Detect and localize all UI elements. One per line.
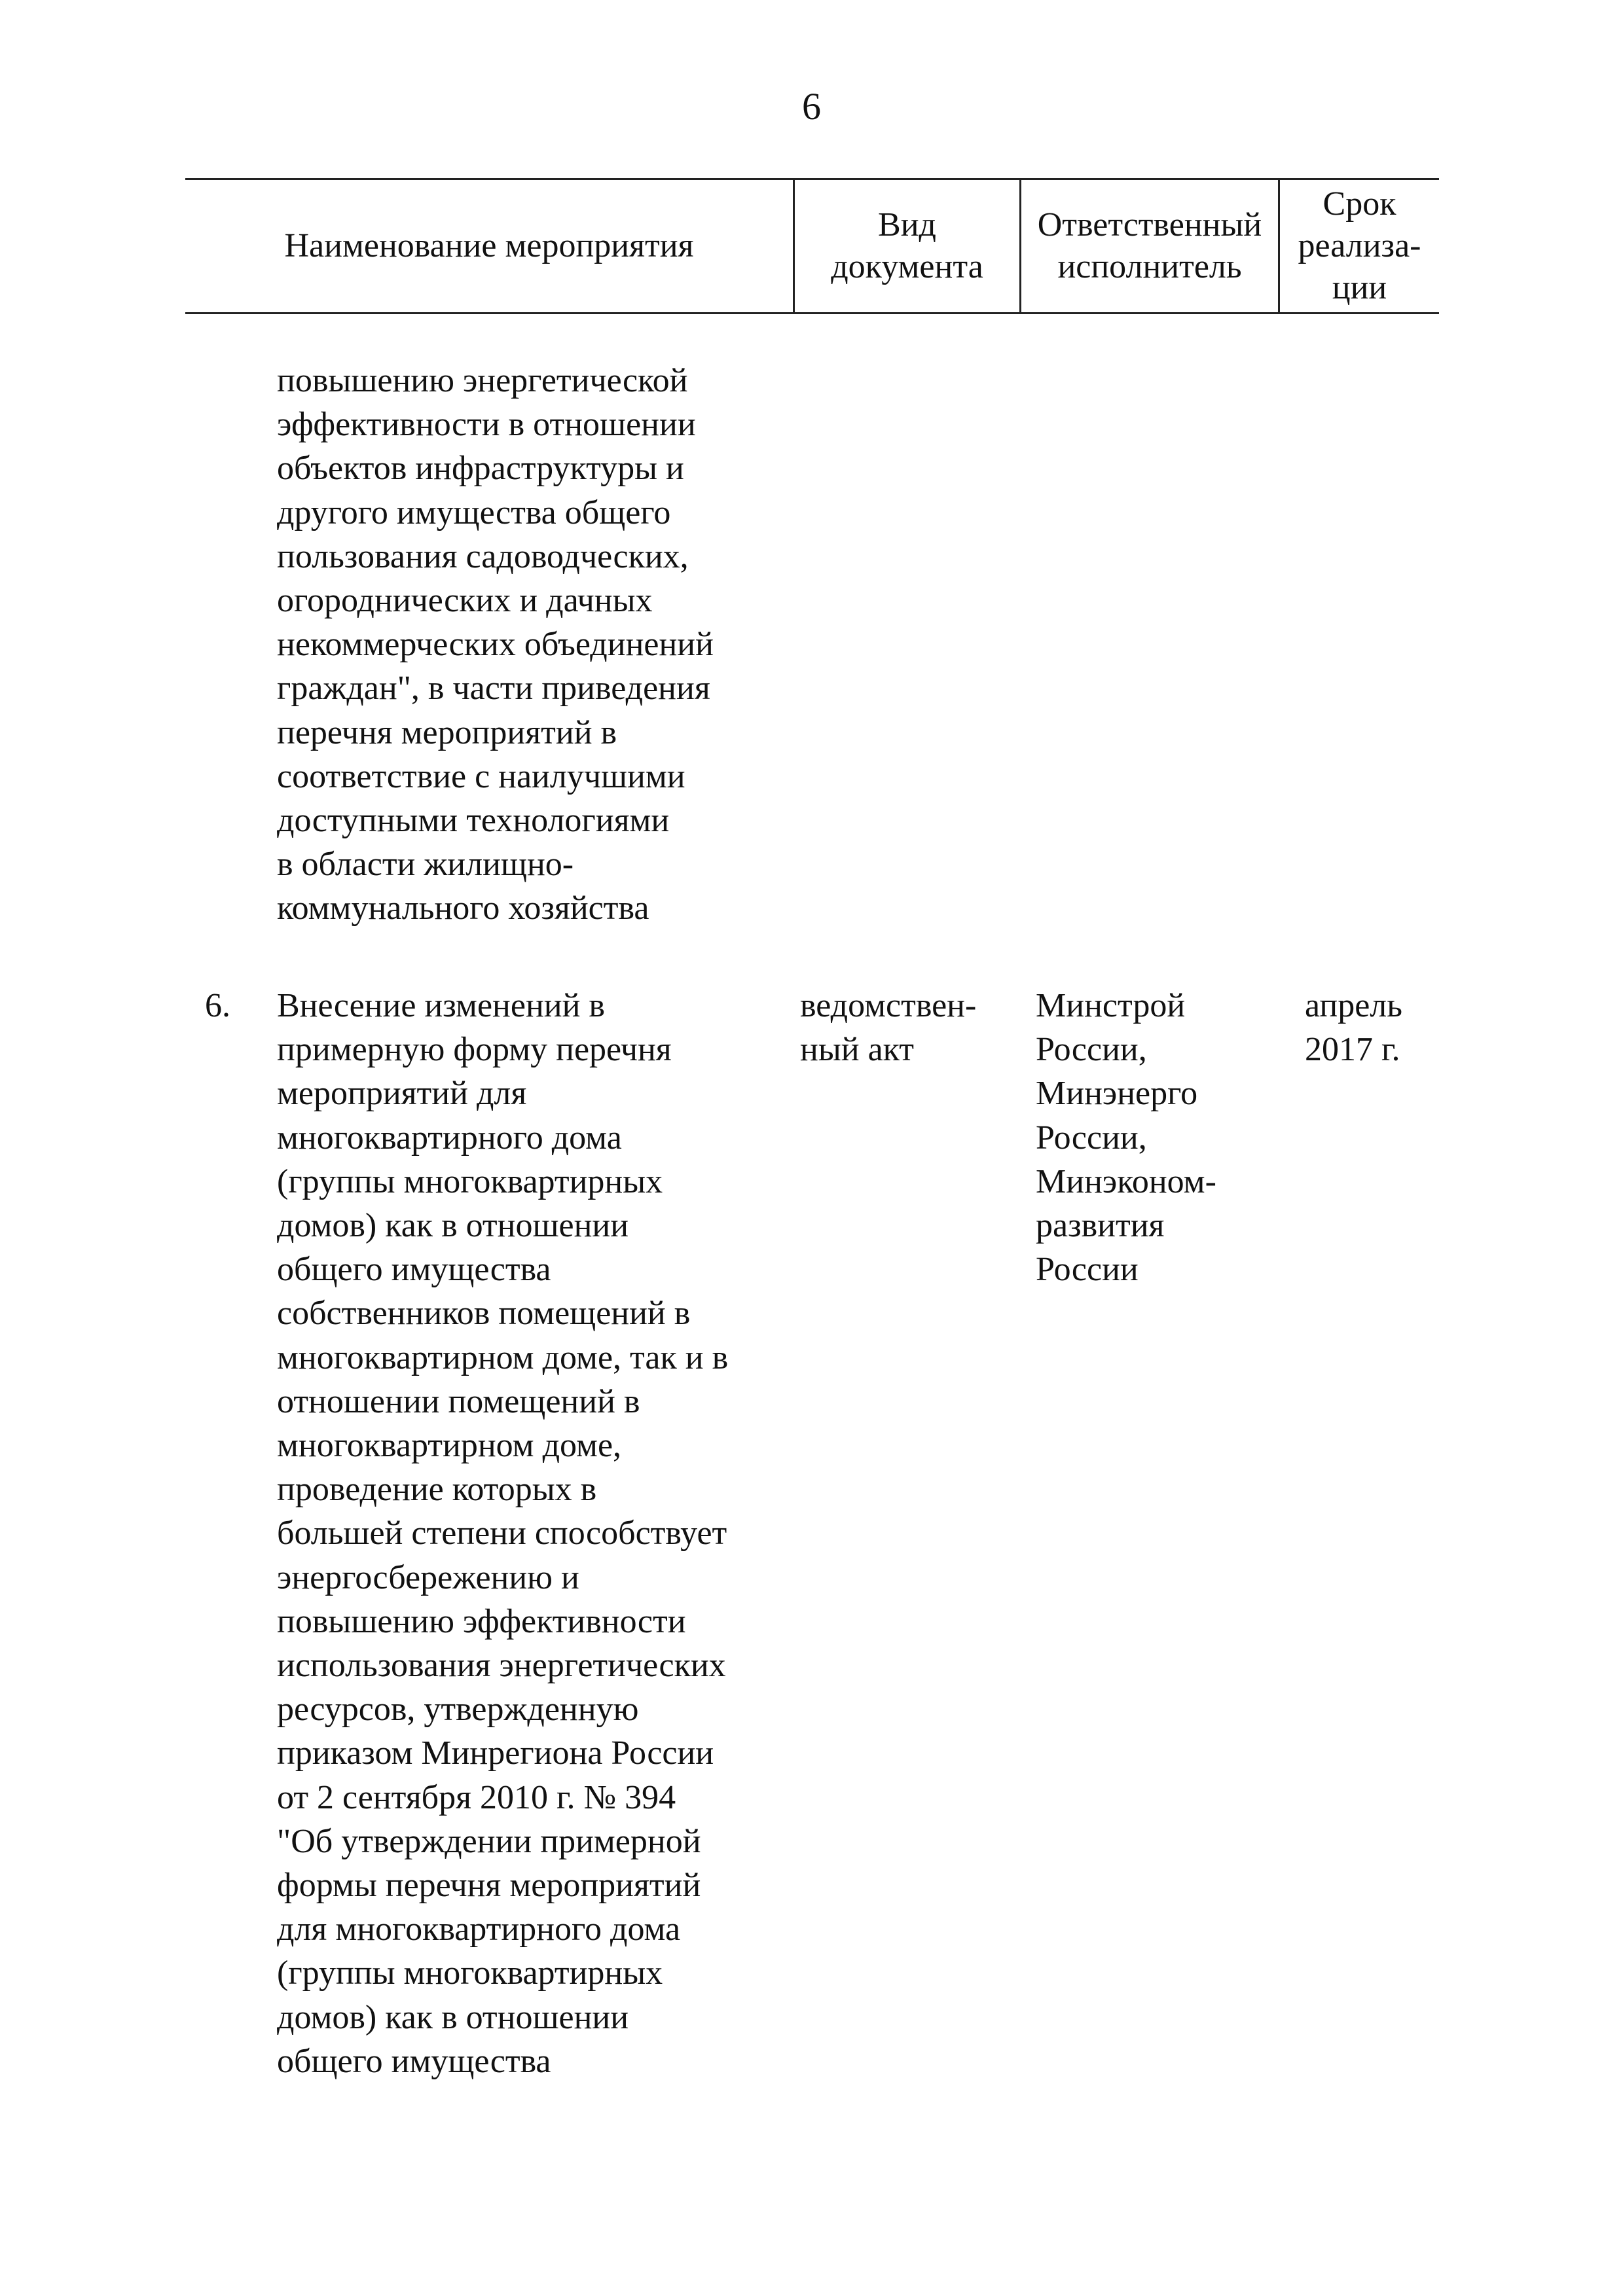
page-number: 6 xyxy=(802,85,821,128)
table-header xyxy=(185,178,1439,314)
continued-event-text: повышению энергетической эффективности в отношении объектов инфраструктуры и другого имущества общего пользования садоводческих, огороднических и дачных некоммерческих объединений граждан", в части приведения перечня мероприятий в соответствие с наилучшими доступными технологиями в области жилищно- коммунального хозяйства xyxy=(277,362,714,927)
row-number: 6. xyxy=(205,987,230,1024)
header-term: Срок реализа- ции xyxy=(1278,180,1439,312)
row-term: апрель 2017 г. xyxy=(1305,987,1402,1069)
row-document-type: ведомствен- ный акт xyxy=(800,987,977,1069)
header-responsible: Ответственный исполнитель xyxy=(1019,180,1278,312)
row-responsible: Минстрой России, Минэнерго России, Минэконом- развития России xyxy=(1036,987,1216,1289)
header-event-name: Наименование мероприятия xyxy=(284,227,694,264)
header-document-type: Вид документа xyxy=(793,180,1019,312)
row-event-name: Внесение изменений в примерную форму перечня мероприятий для многоквартирного дома (группы многоквартирных домов) как в отношении общего имущества собственников помещений в многоквартирном доме, так и в отношении помещений в многоквартирном доме, проведение которых в большей степени способствует энергосбережению и повышению эффективности использования энергетических ресурсов, утвержденную приказом Минрегиона России от 2 сентября 2010 г. № 394 "Об утверждении примерной формы перечня мероприятий для многоквартирного дома (группы многоквартирных домов) как в отношении общего имущества xyxy=(277,987,729,2080)
